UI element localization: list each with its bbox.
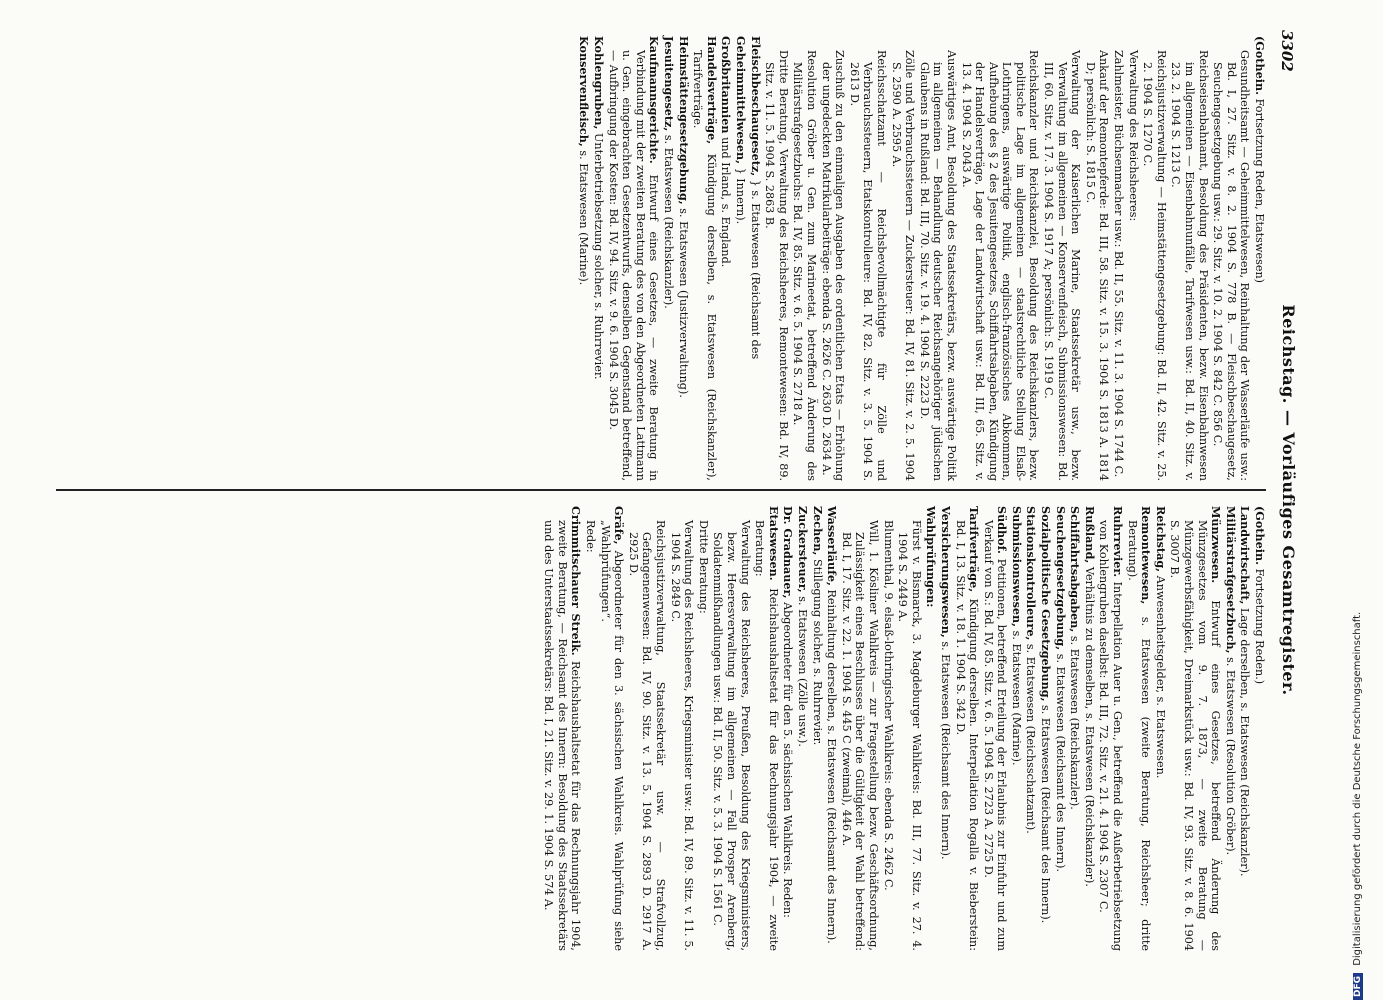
right-column-entry [696, 506, 710, 951]
right-column [541, 506, 1266, 951]
right-column-entry [542, 506, 583, 951]
right-column-entry [1252, 506, 1266, 951]
left-column-entry [733, 36, 747, 481]
entry-text: s. Etatswesen (zweite Beratung, Reichsheer; dritte Beratung). [1125, 520, 1153, 951]
entry-heading: Handelsverträge, [704, 36, 719, 145]
entry-text: s. Etatswesen (Reichskanzler). [662, 134, 676, 309]
entry-text: Ankauf der Remontepferde: Bd. III, 58. Sitz. v. 15. 3. 1904 S. 1813 A. 1814 D; persönlich: S. 1815 C. [1083, 50, 1111, 481]
entry-text: s. Etatswesen (Reichsamt des Innern). [938, 641, 952, 860]
right-column-entry [781, 506, 795, 951]
entry-text: Gesundheitsamt — Geheimmittelwesen, Reinhaltung der Wasserläufe usw.: Bd. I, 27. Sitz. v. 8. 2. 1904 S. 778 B. — Fleischbeschaugesetz, Seuchengesetzgebung usw.: 29. Sitz. v. 10. 2. 1904 S. 842 C. 856 C. [1211, 50, 1252, 481]
entry-text: Fürst v. Bismarck, 3. Magdeburger Wahlkreis: Bd. III, 77. Sitz. v. 27. 4. 1904 S. 2449 A. [896, 520, 923, 951]
entry-text: Unterbetriebsetzung solcher, s. Ruhrrevier. [592, 132, 606, 380]
entry-text: Stillegung solcher, s. Ruhrrevier. [810, 558, 824, 746]
entry-text: Resolution Gröber u. Gen. zum Marineetat, betreffend Änderung des Militärstrafgesetzbuchs: Bd. IV, 85. Sitz. v. 6. 5. 1904 S. 2718 A. [791, 50, 818, 481]
left-column-entry [1169, 36, 1210, 481]
right-column-entry [598, 506, 625, 951]
entry-text: Petitionen, betreffend Erteilung der Erlaubnis zur Einfuhr und zum Verkauf von S.: Bd. IV, 85. Sitz. v. 6. 5. 1904 S. 2723 A. 2725 D. [981, 520, 1009, 951]
entry-text: Abgeordneter für den 5. sächsischen Wahlkreis. Reden: [781, 602, 795, 918]
entry-text: Fortsetzung Reden, Etatswesen) [1253, 98, 1266, 284]
entry-heading: Zuckersteuer, [796, 506, 810, 593]
entry-text: und Irland, s. England. [719, 137, 733, 268]
entry-text: Verwaltung des Reichsheeres, Kriegsminister usw.: Bd. IV, 89. Sitz. v. 11. 5. 1904 S. 2849 C. [668, 520, 696, 951]
left-column-entry [959, 36, 1041, 481]
left-column-entry [592, 36, 606, 481]
entry-heading: Rußland, [1082, 506, 1097, 564]
entry-heading: Versicherungswesen, [938, 506, 953, 638]
left-column-entry [661, 36, 675, 481]
entry-text: Reichseisenbahnamt, Besoldung des Präsidenten, bezw. Eisenbahnwesen im allgemeinen — Eisenbahnunfälle, Tarifwesen usw.: Bd. II, 40. Sitz. v. 23. 2. 1904 S. 1213 C. [1169, 50, 1210, 481]
entry-heading: (Gothein. [1253, 506, 1267, 566]
page-number: 3302 [1278, 30, 1296, 72]
entry-heading: Etatswesen. [766, 506, 781, 581]
right-column-entry [1039, 506, 1053, 951]
right-column-entry [626, 506, 667, 951]
entry-text: } Innern). [734, 167, 748, 225]
entry-heading: Tarifverträge, [967, 506, 982, 593]
column-divider [56, 489, 1266, 491]
entry-text: Zahlmeister, Büchsenmacher usw.: Bd. II, 55. Sitz. v. 11. 3. 1904 S. 1744 C. [1112, 50, 1126, 478]
entry-text: s. Etatswesen (Reichskanzler). [1068, 635, 1082, 810]
entry-text: s. Etatswesen (Justizverwaltung). [676, 208, 690, 398]
entry-text: s. Etatswesen (Marine). [577, 150, 591, 286]
left-column-entry [606, 36, 660, 481]
left-column-entry [1042, 36, 1083, 481]
entry-heading: Zechen, [810, 506, 825, 556]
right-column-entry [839, 506, 880, 951]
left-column-entry [889, 36, 916, 481]
right-column-entry [711, 506, 752, 951]
right-column-entry [1024, 506, 1038, 951]
entry-text: Reichsjustizverwaltung — Heimstättengesetzgebung: Bd. II, 42. Sitz. v. 25. 2. 1904 S. 1270 C. [1141, 50, 1168, 481]
entry-heading: Gräfe, [612, 506, 627, 545]
entry-text: Will, 1. Kösliner Wahlkreis — zur Fragestellung bezw. Geschäftsordnung, Zulässigkeit eines Beschlusses über die Gültigkeit der Wahl betreffend: Bd. I, 17. Sitz. v. 22. 1. 1904 S. 445 C (zweimal), 446 A. [839, 520, 880, 951]
left-column-entry [791, 36, 818, 481]
right-column-entry [896, 506, 923, 951]
entry-text: Reichsschatzamt — Reichsbevollmächtigte für Zölle und Verbrauchssteuern, Etatskontrolleure: Bd. IV, 82. Sitz. v. 3. 5. 1904 S. 2613 D. [847, 50, 888, 481]
right-column-entry [938, 506, 952, 951]
entry-text: s. Etatswesen (Reichsschatzamt). [1024, 643, 1038, 834]
entry-heading: Sozialpolitische Gesetzgebung, [1039, 506, 1054, 702]
footer-text: Digitalisierung gefördert durch die Deutsche Forschungsgemeinschaft. [1352, 611, 1363, 966]
left-column-entry [917, 36, 958, 481]
entry-heading: Südhof. [995, 506, 1010, 554]
right-column-entry [1009, 506, 1023, 951]
entry-heading: Crimmitschauer Streik. [569, 506, 584, 656]
left-column-entry [1252, 36, 1266, 481]
right-column-entry [1053, 506, 1067, 951]
right-column-entry [1168, 506, 1222, 951]
entry-text: Zuschuß zu den einmaligen Ausgaben des ordentlichen Etats — Erhöhung der ungedeckten Matrikularbeiträge: ebenda S. 2626 C. 2630 D. 2634 A. [819, 50, 847, 481]
right-column-entry [1238, 506, 1252, 951]
running-head: Reichstag. — Vorläufiges Gesamtregister. [1279, 304, 1298, 696]
entry-heading: Münzwesen. [1209, 506, 1224, 584]
right-column-entry [1097, 506, 1124, 951]
left-column-entry [763, 36, 790, 481]
entry-text: Verwaltung des Reichsheeres, Preußen, Besoldung des Kriegsministers, bezw. Heeresverwaltung im allgemeinen — Fall Prosper Arenberg, Soldatenmißhandlungen usw.: Bd. II, 50. Sitz. v. 5. 3. 1904 S. 1561 C. [711, 520, 752, 951]
right-column-entry [1082, 506, 1096, 951]
left-column-entry [1141, 36, 1168, 481]
right-column-entry [1125, 506, 1152, 951]
entry-heading: Heimstättengesetzgebung, [676, 36, 691, 205]
entry-heading: Stationskontrolleure, [1024, 506, 1039, 641]
entry-text: Reichsjustizverwaltung, Staatssekretär usw. — Strafvollzug, Gefangenenwesen: Bd. IV, 90. Sitz. v. 13. 5. 1904 S. 2893 D. 2917 A. 2925 D. [626, 520, 668, 951]
left-column-entry [748, 36, 762, 481]
right-column-entry [981, 506, 1008, 951]
left-column-entry [819, 36, 846, 481]
entry-text: Lage derselben, s. Etatswesen (Reichskanzler). [1238, 607, 1252, 877]
entry-heading: Großbritannien [719, 36, 734, 134]
right-column-entry [924, 506, 938, 951]
entry-heading: Geheimmittelwesen, [734, 36, 749, 164]
entry-heading: Kaufmannsgerichte. [647, 36, 662, 164]
left-column-entry [1083, 36, 1110, 481]
left-column-entry [1111, 36, 1125, 481]
footer-credit [1352, 10, 1363, 1000]
right-column-entry [825, 506, 839, 951]
right-column-entry [668, 506, 695, 951]
entry-text: } s. Etatswesen (Reichsamt des [748, 179, 762, 360]
entry-text: Auswärtiges Amt, Besoldung des Staatssekretärs, bezw. auswärtige Politik im allgemeinen — Behandlung deutscher Reichsangehöriger jüdischen Glaubens in Rußland: Bd. III, 70. Sitz. v. 19. 4. 1904 S. 2223 D. [917, 50, 958, 481]
entry-heading: Wahlprüfungen: [924, 506, 939, 608]
entry-heading: Remontewesen, [1139, 506, 1154, 605]
entry-text: Kündigung derselben, s. Etatswesen (Reichskanzler), Tarifverträge. [691, 50, 718, 481]
entry-heading: Reichstag, [1153, 506, 1168, 573]
entry-text: Dritte Beratung, Verwaltung des Reichsheeres, Remontewesen: Bd. IV, 89. Sitz. v. 11. 5. 1904 S. 2863 B. [763, 50, 790, 481]
entry-heading: Wasserläufe, [825, 506, 840, 586]
right-column-entry [1153, 506, 1167, 951]
entry-text: Verhältnis zu demselben, s. Etatswesen (Reichskanzler). [1082, 566, 1096, 887]
left-column-entry [1126, 36, 1140, 481]
entry-heading: Submissionswesen, [1009, 506, 1024, 628]
entry-text: Blumenthal, 9. elsaß-lothringischer Wahlkreis: ebenda S. 2462 C. [881, 520, 895, 891]
entry-heading: Seuchengesetzgebung, [1053, 506, 1068, 651]
left-column [576, 36, 1266, 481]
entry-heading: Kohlengruben, [592, 36, 607, 130]
entry-heading: Schiffahrtsabgaben, [1068, 506, 1083, 633]
left-column-entry [577, 36, 591, 481]
entry-text: Verwaltung des Reichsheeres: [1126, 50, 1140, 222]
entry-text: s. Etatswesen (Resolution Gröber). [1223, 657, 1237, 856]
entry-text: s. Etatswesen (Reichsamt des Innern). [1039, 705, 1053, 924]
right-column-entry [1223, 506, 1237, 951]
entry-text: Abgeordneter für den 3. sächsischen Wahlkreis. Wahlprüfung siehe „Wahlprüfungen“. [598, 520, 626, 951]
entry-heading: Ruhrrevier. [1111, 506, 1126, 578]
entry-text: Interpellation Auer u. Gen., betreffend die Außerbetriebsetzung von Kohlengruben daselbst: Bd. III, 72. Sitz. v. 21. 4. 1904 S. 2307 C. [1097, 520, 1125, 951]
entry-text: Reinhaltung derselben, s. Etatswesen (Reichsamt des Innern). [825, 589, 839, 944]
entry-text: Reichskanzler und Reichskanzlei, Besoldung des Reichskanzlers, bezw. politische Lage im allgemeinen — staatsrechtliche Stellung Elsaß-Lothringens, auswärtige Politik, englisch-französisches Abkommen, Aufhebung des § 2 des Jesuitengesetzes, Schiffahrtsabgaben, Kündigung der Handelsverträge, Lage der Landwirtschaft usw.: Bd. III, 65. Sitz. v. 13. 4. 1904 S. 2043 A. [959, 50, 1041, 481]
right-column-entry [810, 506, 824, 951]
entry-heading: Fleischbeschaugesetz, [748, 36, 763, 177]
entry-text: s. Etatswesen (Reichsamt des Innern). [1053, 653, 1067, 872]
entry-text: Reichshaushaltsetat für das Rechnungsjahr 1904, zweite Beratung, — Reichsamt des Innern: Besoldung des Staatssekretärs und des Unterstaatssekretärs: Bd. I, 21. Sitz. v. 29. 1. 1904 S. 574 A. [542, 520, 583, 951]
left-column-entry [719, 36, 733, 481]
entry-text: s. Etatswesen (Marine). [1009, 630, 1023, 766]
rotated-sheet [40, 30, 1300, 970]
entry-heading: Konservenfleisch, [577, 36, 592, 147]
dfg-logo: DFG [1353, 973, 1363, 1000]
left-column-entry [676, 36, 690, 481]
right-column-entry [1068, 506, 1082, 951]
left-column-entry [847, 36, 888, 481]
right-column-entry [881, 506, 895, 951]
entry-heading: (Gothein. [1253, 36, 1267, 96]
entry-text: Reichshaushaltsetat für das Rechnungsjahr 1904, — zweite Beratung: [753, 520, 780, 951]
entry-text: Rede: [584, 520, 598, 553]
entry-text: Kündigung derselben. Interpellation Rogalla v. Bieberstein: Bd. I, 13. Sitz. v. 18. 1. 1904 S. 342 D. [953, 520, 981, 951]
right-column-entry [795, 506, 809, 951]
entry-text: Zölle und Verbrauchssteuern — Zuckersteuer: Bd. IV, 81. Sitz. v. 2. 5. 1904 S. 2590 A. 2595 A. [889, 50, 917, 481]
entry-heading: Dr. Gradnauer, [781, 506, 796, 599]
entry-text: Verwaltung der Kaiserlichen Marine, Staatssekretär usw., bezw. Verwaltung im allgemeinen — Konservenfleisch, Submissionswesen: Bd. III, 60. Sitz. v. 17. 3. 1904 S. 1917 A; persönlich: S. 1919 C. [1042, 50, 1083, 481]
left-column-entry [691, 36, 718, 481]
entry-text: Anwesenheitsgelder, s. Etatswesen. [1153, 575, 1167, 779]
entry-text: Fortsetzung Reden.) [1253, 568, 1266, 685]
left-column-entry [1211, 36, 1252, 481]
entry-heading: Landwirtschaft, [1238, 506, 1253, 605]
entry-text: s. Etatswesen (Zölle usw.). [796, 596, 809, 747]
entry-text: Dritte Beratung: [696, 520, 710, 614]
entry-heading: Jesuitengesetz, [662, 36, 677, 132]
right-column-entry [953, 506, 980, 951]
entry-heading: Militärstrafgesetzbuch, [1223, 506, 1238, 654]
entry-text: Entwurf eines Gesetzes, betreffend Änderung des Münzgesetzes vom 9. 7. 1873, — zweite Beratung — Münzgewerbsfähigkeit, Dreimarkstück usw.: Bd. IV, 93. Sitz. v. 8. 6. 1904 S. 3007 B. [1168, 520, 1223, 952]
right-column-entry [584, 506, 598, 951]
entry-text: Entwurf eines Gesetzes, — zweite Beratung in Verbindung mit der zweiten Beratung des von den Abgeordneten Lattmann u. Gen. eingebrachten Gesetzentwurfs, denselben Gegenstand betreffend, — Aufbringung der Kosten: Bd. IV, 94. Sitz. v. 9. 6. 1904 S. 3045 D. [606, 50, 661, 482]
right-column-entry [753, 506, 780, 951]
